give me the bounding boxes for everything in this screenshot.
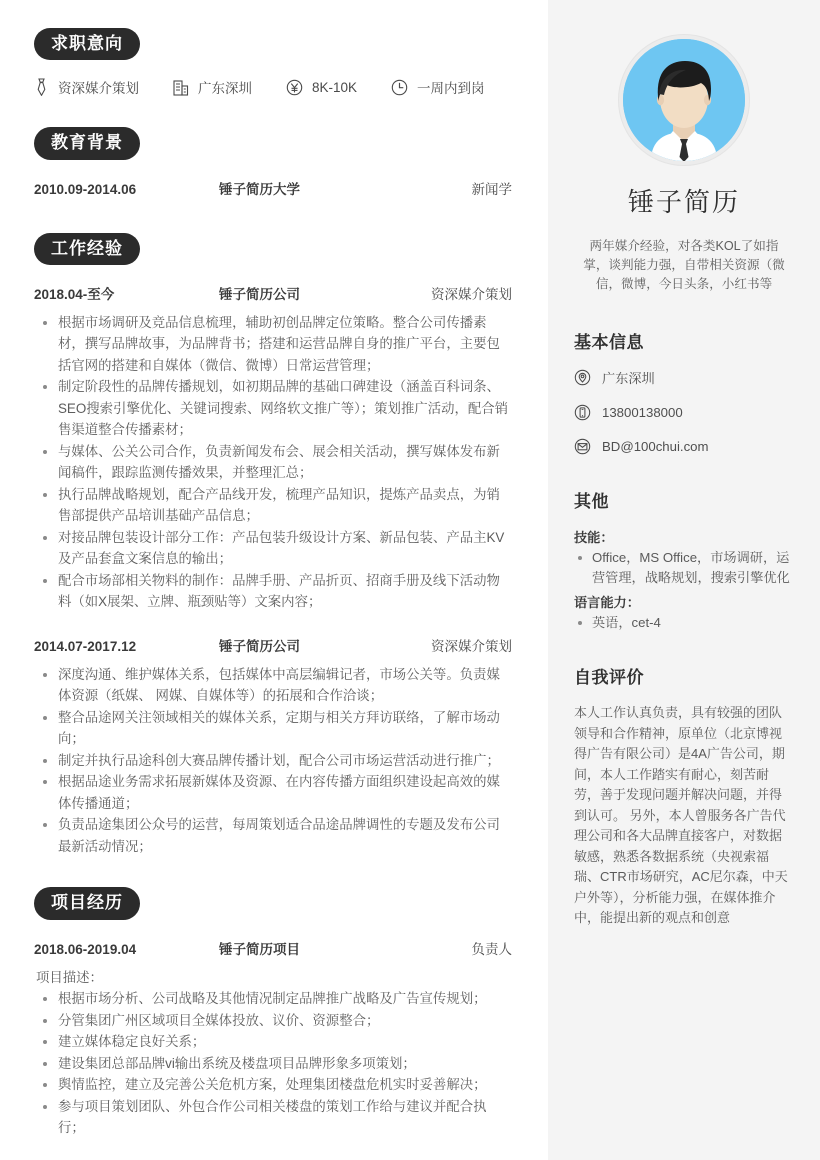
contact-email [574,438,794,455]
section-other [574,487,794,633]
list-item: 配合市场部相关物料的制作：品牌手册、产品折页、招商手册及线下活动物料（如X展架、立牌、瓶颈贴等）文案内容； [36,570,512,613]
work-bullets [36,312,512,613]
section-title-work: 工作经验 [34,233,140,265]
yen-icon [286,79,303,96]
contact-email-text: BD@100chui.com [602,439,709,454]
section-title-education: 教育背景 [34,127,140,159]
list-item: 制定并执行品途科创大赛品牌传播计划，配合公司市场运营活动进行推广； [36,750,512,772]
job-intent-location-text: 广东深圳 [198,81,252,97]
list-item: 舆情监控，建立及完善公关危机方案，处理集团楼盘危机实时妥善解决； [36,1074,512,1096]
skills-label: 技能： [574,530,614,545]
list-item: 负责品途集团公众号的运营，每周策划适合品途品牌调性的专题及发布公司最新活动情况； [36,814,512,857]
contact-phone [574,404,794,421]
job-intent-salary [286,79,357,96]
avatar-wrapper [574,34,794,166]
section-title-job-intent: 求职意向 [34,28,140,60]
work-title: 资深媒介策划 [431,286,512,302]
job-intent-position [34,77,139,97]
job-intent-row [34,77,512,97]
avatar-image [623,39,745,161]
section-basic-info [574,328,794,455]
list-item: 与媒体、公关公司合作，负责新闻发布会、展会相关活动，撰写媒体发布新闻稿件，跟踪监测传播效果，并整理汇总； [36,441,512,484]
list-item: 执行品牌战略规划，配合产品线开发，梳理产品知识，提炼产品卖点，为销售部提供产品培训基础产品信息； [36,484,512,527]
project-date: 2018.06-2019.04 [34,941,137,957]
section-project [34,887,512,1138]
list-item: 根据品途业务需求拓展新媒体及资源、在内容传播方面组织建设起高效的媒体传播通道； [36,771,512,814]
contact-phone-text: 13800138000 [602,405,683,420]
list-item: 整合品途网关注领域相关的媒体关系，定期与相关方拜访联络，了解市场动向； [36,707,512,750]
job-intent-position-text: 资深媒介策划 [58,81,139,97]
education-major: 新闻学 [471,181,512,197]
job-intent-availability [391,77,485,97]
email-icon [574,438,591,455]
spacer [34,101,512,127]
work-title: 资深媒介策划 [431,638,512,654]
list-item: 参与项目策划团队、外包合作公司相关楼盘的策划工作给与建议并配合执行； [36,1096,512,1139]
location-icon [574,369,591,386]
project-entry-header [34,938,512,958]
job-intent-salary-text: 8K-10K [312,79,358,95]
project-bullets [36,988,512,1139]
project-name: 锤子简历项目 [219,941,300,957]
work-company: 锤子简历公司 [219,638,300,654]
work-bullets [36,664,512,858]
contact-location [574,368,794,387]
sidebar-title-other: 其他 [574,492,609,511]
self-evaluation-text: 本人工作认真负责，具有较强的团队领导和合作精神，原单位（北京博视得广告有限公司）是4A广告公司，期间，本人工作踏实有耐心，刻苦耐劳，善于发现问题并解决问题，并得到认可。 另外，本人曾服务各广告代理公司和各大品牌直接客户，对数据敏感，熟悉各数据系统（央视索福瑞、CTR市场研究，AC尼尔森，中天户外等），分析能力强，在媒体推介中，能提出新的观点和创意 [574,705,788,925]
clock-icon [391,79,408,96]
list-item: 根据市场调研及竞品信息梳理，辅助初创品牌定位策略。整合公司传播素材，撰写品牌故事，为品牌背书；搭建和运营品牌自身的推广平台，主要包括官网的搭建和自媒体（微信、微博）日常运营管理； [36,312,512,377]
sidebar-title-self-evaluation: 自我评价 [574,668,644,687]
list-item: 制定阶段性的品牌传播规划，如初期品牌的基础口碑建设（涵盖百科词条、SEO搜索引擎优化、关键词搜索、网络软文推广等）；策划推广活动，配合销售渠道整合传播素材； [36,376,512,441]
list-item: 根据市场分析、公司战略及其他情况制定品牌推广战略及广告宣传规划； [36,988,512,1010]
section-self-evaluation [574,663,794,929]
list-item: 建立媒体稳定良好关系； [36,1031,512,1053]
education-school: 锤子简历大学 [219,181,300,197]
section-job-intent [34,28,512,97]
work-date: 2018.04-至今 [34,286,115,302]
education-entry-header [34,178,512,198]
education-date: 2010.09-2014.06 [34,181,137,197]
candidate-tagline: 两年媒介经验，对各类KOL了如指掌，谈判能力强，自带相关资源（微信，微博，今日头条，小红书等 [583,239,785,291]
list-item: 英语，cet-4 [574,613,794,633]
spacer [34,861,512,887]
avatar-illustration-svg [623,39,745,161]
work-date: 2014.07-2017.12 [34,638,137,654]
list-item: 对接品牌包装设计部分工作：产品包装升级设计方案、新品包装、产品主KV及产品套盒文案信息的输出； [36,527,512,570]
necktie-icon [34,78,49,97]
project-description-label: 项目描述： [36,969,103,985]
sidebar-title-basic-info: 基本信息 [574,333,644,352]
building-icon [173,79,189,96]
work-entry-header [34,283,512,303]
work-company: 锤子简历公司 [219,286,300,302]
section-work-experience [34,233,512,858]
work-entry-header [34,635,512,655]
contact-location-text: 广东深圳 [602,371,655,386]
section-education [34,127,512,197]
candidate-name: 锤子简历 [627,187,740,217]
list-item: 深度沟通、维护媒体关系，包括媒体中高层编辑记者，市场公关等。负责媒体资源（纸媒、 网媒、自媒体等）的拓展和合作洽谈； [36,664,512,707]
section-title-project: 项目经历 [34,887,140,919]
language-list [574,613,794,633]
list-item: 建设集团总部品牌vi输出系统及楼盘项目品牌形象多项策划； [36,1053,512,1075]
phone-icon [574,404,591,421]
project-role: 负责人 [471,941,512,957]
spacer [34,207,512,233]
avatar [618,34,750,166]
list-item: Office，MS Office，市场调研，运营管理，战略规划，搜索引擎优化 [574,548,794,588]
language-label: 语言能力： [574,595,640,610]
skills-list [574,548,794,588]
job-intent-availability-text: 一周内到岗 [417,81,485,97]
job-intent-location [173,77,252,97]
sidebar [548,0,820,1160]
list-item: 分管集团广州区域项目全媒体投放、议价、资源整合； [36,1010,512,1032]
